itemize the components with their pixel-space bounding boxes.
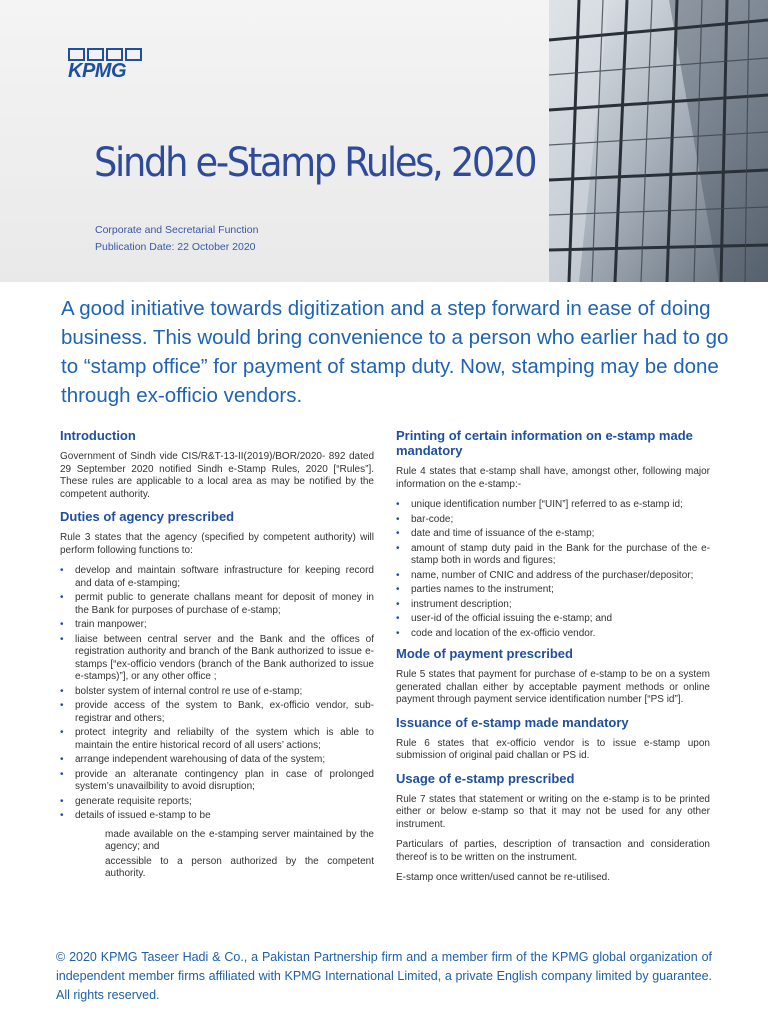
intro-body: Government of Sindh vide CIS/R&T-13-II(2019)/BOR/2020- 892 dated 29 September 2020 notified Sindh e-Stamp Rules, 2020 [“Rules”]. These rules are applicable to a local area as may be notified by the competent authority. bbox=[60, 451, 374, 500]
document-meta bbox=[95, 222, 258, 256]
list-item: • develop and maintain software infrastructure for keeping record and data of e-stamping; bbox=[60, 565, 374, 590]
list-item: • protect integrity and reliabilty of the system which is able to maintain the entire historical record of all users’ actions; bbox=[60, 727, 374, 752]
payment-heading: Mode of payment prescribed bbox=[396, 646, 573, 661]
list-item: • details of issued e-stamp to be bbox=[60, 810, 374, 823]
printing-list bbox=[396, 499, 710, 640]
list-item: • code and location of the ex-officio vendor. bbox=[396, 628, 710, 641]
duties-body: Rule 3 states that the agency (specified by competent authority) will perform following functions to: bbox=[60, 532, 374, 556]
list-item: • generate requisite reports; bbox=[60, 796, 374, 809]
list-item: • amount of stamp duty paid in the Bank for the purchase of the e-stamp both in words and figures; bbox=[396, 543, 710, 568]
list-item: • date and time of issuance of the e-stamp; bbox=[396, 528, 710, 541]
list-item: • bar-code; bbox=[396, 514, 710, 527]
header-banner bbox=[0, 0, 768, 282]
sub-item: made available on the e-stamping server maintained by the agency; and bbox=[105, 828, 374, 852]
list-item: • bolster system of internal control re use of e-stamp; bbox=[60, 686, 374, 699]
right-column bbox=[396, 428, 710, 893]
usage-heading: Usage of e-stamp prescribed bbox=[396, 770, 575, 786]
left-column bbox=[60, 428, 374, 883]
usage-body-1: Rule 7 states that statement or writing on the e-stamp is to be printed either or below e-stamp so that it may not be used for any other instrument. bbox=[396, 793, 710, 830]
lead-paragraph: A good initiative towards digitization and a step forward in ease of doing business. This would bring convenience to a person who earlier had to go to “stamp office” for payment of stamp duty. Now, stamping may be done through ex-officio vendors. bbox=[61, 297, 729, 407]
intro-heading: Introduction bbox=[60, 428, 136, 443]
printing-body: Rule 4 states that e-stamp shall have, amongst other, following major information on the e-stamp:- bbox=[396, 466, 710, 490]
document-title: Sindh e-Stamp Rules, 2020 bbox=[94, 140, 536, 186]
list-item: • name, number of CNIC and address of the purchaser/depositor; bbox=[396, 570, 710, 583]
list-item: • arrange independent warehousing of data of the system; bbox=[60, 754, 374, 767]
list-item: • provide access of the system to Bank, ex-officio vendor, sub-registrar and others; bbox=[60, 700, 374, 725]
list-item: • permit public to generate challans meant for deposit of money in the Bank for purposes of purchase of e-stamp; bbox=[60, 592, 374, 617]
list-item: • liaise between central server and the Bank and the offices of registration authority and branch of the Bank authorized to issue e-stamps [“ex-officio vendors (branch of the Bank authorized to issue e-stamps)”], or any other office ; bbox=[60, 634, 374, 684]
kpmg-logo bbox=[68, 48, 148, 83]
publication-date: Publication Date: 22 October 2020 bbox=[95, 241, 256, 253]
list-item: • provide an alteranate contingency plan in case of prolonged system’s unavailbility to avoid disruption; bbox=[60, 769, 374, 794]
payment-body: Rule 5 states that payment for purchase of e-stamp to be on a system generated challan either by acceptable payment methods or online payment through payment service identification number [“PS id”]. bbox=[396, 669, 710, 705]
usage-body-2: Particulars of parties, description of transaction and consideration thereof is to be written on the instrument. bbox=[396, 839, 710, 863]
building-facade-image bbox=[549, 0, 768, 282]
list-item: • user-id of the official issuing the e-stamp; and bbox=[396, 613, 710, 626]
duties-heading: Duties of agency prescribed bbox=[60, 509, 235, 524]
sub-item: accessible to a person authorized by the competent authority. bbox=[105, 855, 374, 879]
printing-heading: Printing of certain information on e-stamp made mandatory bbox=[396, 428, 693, 458]
function-label: Corporate and Secretarial Function bbox=[95, 224, 259, 236]
issuance-body: Rule 6 states that ex-officio vendor is to issue e-stamp upon submission of original paid challan or PS id. bbox=[396, 737, 710, 761]
duties-list bbox=[60, 565, 374, 823]
usage-body-3: E-stamp once written/used cannot be re-utilised. bbox=[396, 872, 610, 883]
copyright-footer: © 2020 KPMG Taseer Hadi & Co., a Pakistan Partnership firm and a member firm of the KPMG global organization of independent member firms affiliated with KPMG International Limited, a private English company limited by guarantee. All rights reserved. bbox=[56, 950, 712, 1002]
list-item: • parties names to the instrument; bbox=[396, 584, 710, 597]
list-item: • unique identification number [“UIN”] referred to as e-stamp id; bbox=[396, 499, 710, 512]
list-item: • train manpower; bbox=[60, 619, 374, 632]
issuance-heading: Issuance of e-stamp made mandatory bbox=[396, 714, 629, 730]
list-item: • instrument description; bbox=[396, 599, 710, 612]
logo-text: KPMG bbox=[68, 60, 126, 82]
